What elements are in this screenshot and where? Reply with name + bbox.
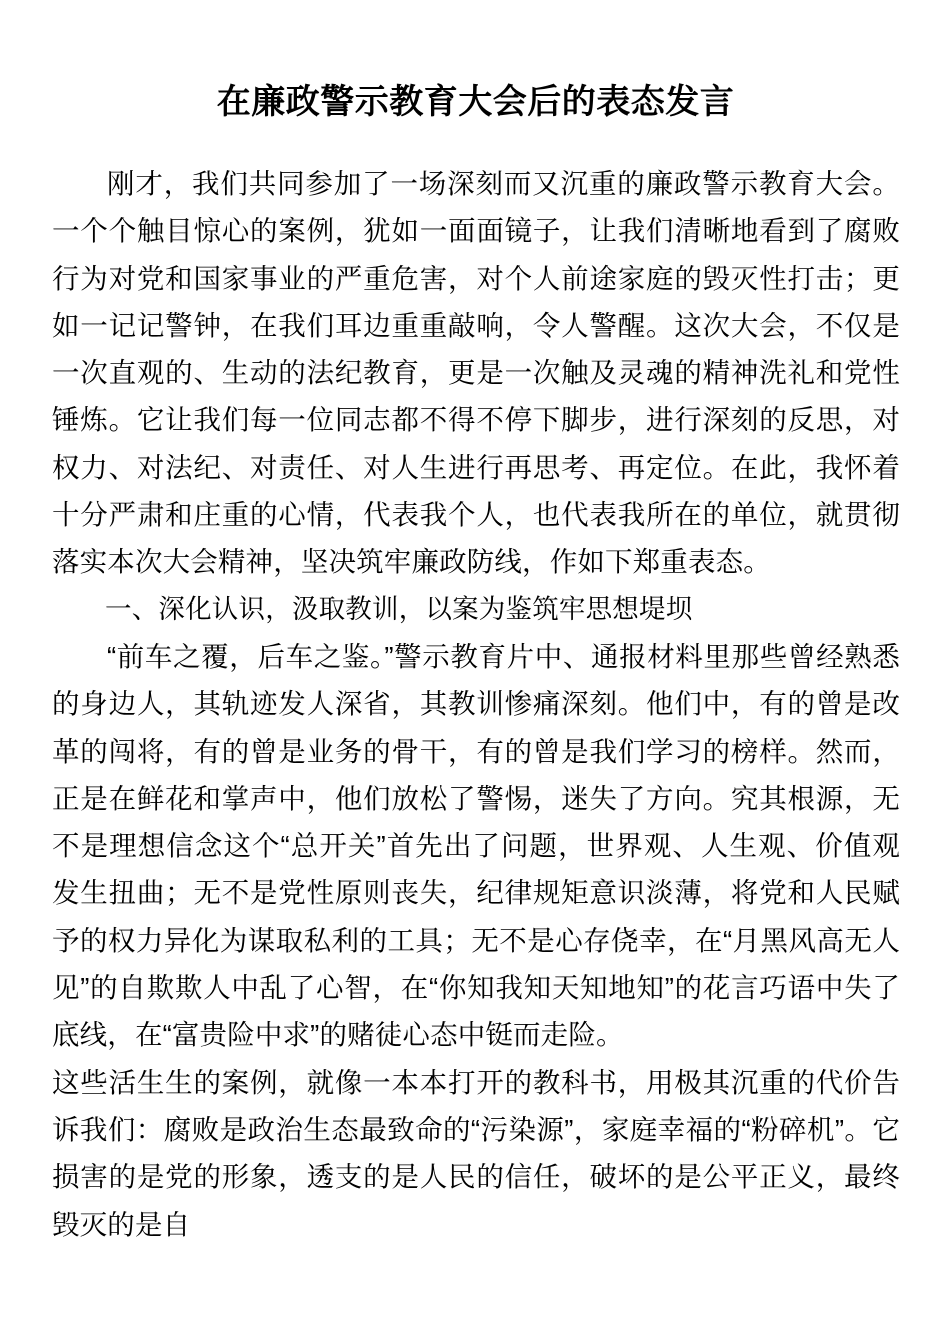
page-title: 在廉政警示教育大会后的表态发言 [216, 82, 735, 121]
document-body [52, 160, 900, 1248]
section-one-paragraph-2: 这些活生生的案例，就像一本本打开的教科书，用极其沉重的代价告诉我们：腐败是政治生态最致命的“污染源”，家庭幸福的“粉碎机”。它损害的是党的形象，透支的是人民的信任，破坏的是公平正义，最终毁灭的是自 [52, 1066, 900, 1240]
section-one-paragraph-1: “前车之覆，后车之鉴。”警示教育片中、通报材料里那些曾经熟悉的身边人，其轨迹发人深省，其教训惨痛深刻。他们中，有的曾是改革的闯将，有的曾是业务的骨干，有的曾是我们学习的榜样。然而，正是在鲜花和掌声中，他们放松了警惕，迷失了方向。究其根源，无不是理想信念这个“总开关”首先出了问题，世界观、人生观、价值观发生扭曲；无不是党性原则丧失，纪律规矩意识淡薄，将党和人民赋予的权力异化为谋取私利的工具；无不是心存侥幸，在“月黑风高无人见”的自欺欺人中乱了心智，在“你知我知天知地知”的花言巧语中失了底线，在“富贵险中求”的赌徒心态中铤而走险。 [52, 640, 900, 1051]
section-heading-one: 一、深化认识，汲取教训，以案为鉴筑牢思想堤坝 [105, 593, 693, 624]
opening-paragraph: 刚才，我们共同参加了一场深刻而又沉重的廉政警示教育大会。一个个触目惊心的案例，犹如一面面镜子，让我们清晰地看到了腐败行为对党和国家事业的严重危害，对个人前途家庭的毁灭性打击；更如一记记警钟，在我们耳边重重敲响，令人警醒。这次大会，不仅是一次直观的、生动的法纪教育，更是一次触及灵魂的精神洗礼和党性锤炼。它让我们每一位同志都不得不停下脚步，进行深刻的反思，对权力、对法纪、对责任、对人生进行再思考、再定位。在此，我怀着十分严肃和庄重的心情，代表我个人，也代表我所在的单位，就贯彻落实本次大会精神，坚决筑牢廉政防线，作如下郑重表态。 [52, 168, 900, 578]
